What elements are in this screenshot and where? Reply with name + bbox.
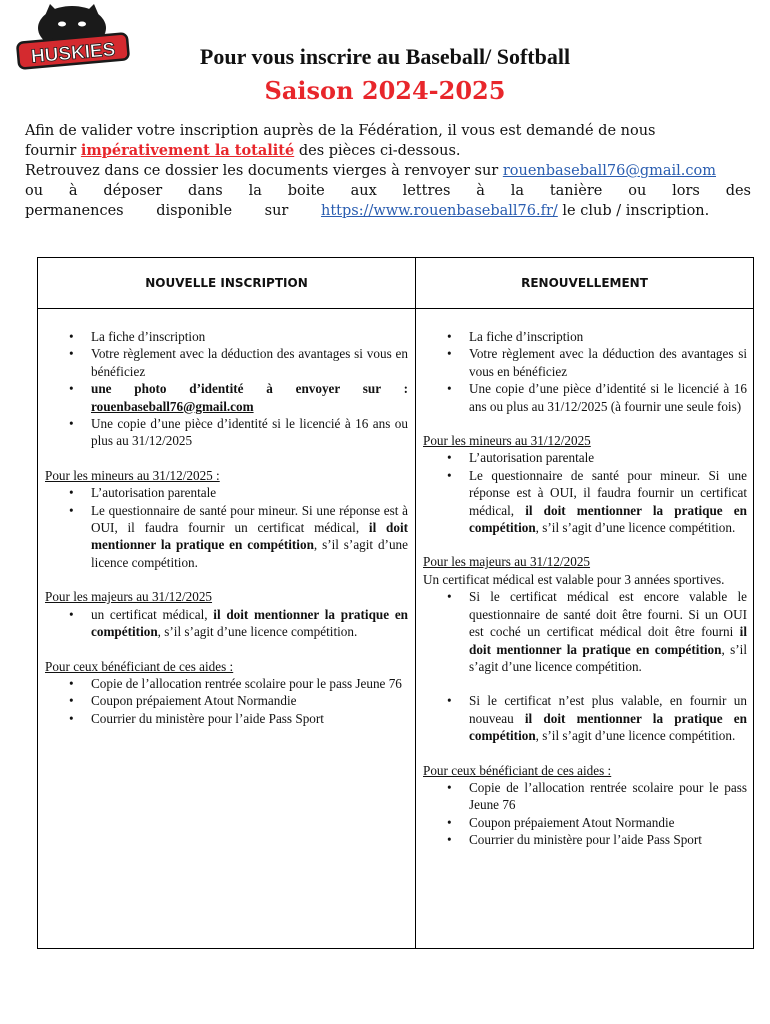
intro-line-4: ou à déposer dans la boite aux lettres à la tanière ou lors des — [25, 183, 751, 199]
renewal-column — [423, 328, 747, 849]
emphasis-text: impérativement la totalité — [80, 142, 295, 159]
intro-line-2: fournir impérativement la totalité des pièces ci-dessous. — [25, 142, 461, 159]
table-divider — [415, 258, 416, 948]
list-item: • L’autorisation parentale — [469, 449, 747, 466]
list-item: • Une copie d’une pièce d’identité si le licencié à 16 ans ou plus au 31/12/2025 — [91, 415, 408, 450]
list-item: • Si le certificat n’est plus valable, en fournir un nouveau il doit mentionner la pratique en compétition, s’il s’agit d’une licence compétition. — [469, 692, 747, 744]
list-item: • Votre règlement avec la déduction des avantages si vous en bénéficiez — [469, 345, 747, 380]
new-base-list — [45, 328, 408, 450]
table-header-line — [38, 308, 753, 309]
season-title: Saison 2024-2025 — [264, 76, 506, 105]
documents-table — [37, 257, 754, 949]
intro-line-3: Retrouvez dans ce dossier les documents vierges à renvoyer sur rouenbaseball76@gmail.com — [25, 163, 717, 179]
list-item: • Si le certificat médical est encore valable le questionnaire de santé doit être fourni. Si un OUI est coché un certificat médical doit être fourni il doit mentionner la pratique en compétition, s’il s’agit d’une licence compétition. — [469, 588, 747, 675]
huskies-logo — [14, 4, 132, 70]
list-item: • Courrier du ministère pour l’aide Pass Sport — [91, 710, 408, 727]
section-title-adults: Pour les majeurs au 31/12/2025 — [423, 554, 591, 570]
list-item: • Coupon prépaiement Atout Normandie — [469, 814, 747, 831]
section-title-aids: Pour ceux bénéficiant de ces aides : — [423, 762, 612, 778]
section-title-aids: Pour ceux bénéficiant de ces aides : — [45, 658, 234, 674]
list-item: • Le questionnaire de santé pour mineur. Si une réponse est à OUI, il faudra fournir un certificat médical, il doit mentionner la pratique en compétition, s’il s’agit d’une licence compétition. — [469, 467, 747, 537]
adults-note: Un certificat médical est valable pour 3 années sportives. — [423, 571, 725, 587]
list-item: • L’autorisation parentale — [91, 484, 408, 501]
header-renewal: RENOUVELLEMENT — [521, 276, 648, 290]
logo-dog-eye-left — [58, 22, 66, 27]
list-item: • La fiche d’inscription — [469, 328, 747, 345]
list-item: • un certificat médical, il doit mentionner la pratique en compétition, s’il s’agit d’une licence compétition. — [91, 606, 408, 641]
section-title-minors: Pour les mineurs au 31/12/2025 — [423, 433, 591, 449]
intro-paragraph — [25, 121, 751, 221]
list-item: • Copie de l’allocation rentrée scolaire pour le pass Jeune 76 — [469, 779, 747, 814]
email-link[interactable]: rouenbaseball76@gmail.com — [502, 163, 717, 179]
list-item: • Une copie d’une pièce d’identité si le licencié à 16 ans ou plus au 31/12/2025 (à fournir une seule fois) — [469, 380, 747, 415]
section-title-minors: Pour les mineurs au 31/12/2025 : — [45, 467, 220, 483]
list-item: • Coupon prépaiement Atout Normandie — [91, 692, 408, 709]
logo-dog-eye-right — [78, 22, 86, 27]
list-item: • Le questionnaire de santé pour mineur. Si une réponse est à OUI, il faudra fournir un certificat médical, il doit mentionner la pratique en compétition, s’il s’agit d’une licence compétition. — [91, 502, 408, 572]
intro-line-5: permanences disponible sur https://www.rouenbaseball76.fr/ le club / inscription. — [25, 203, 710, 219]
header-new-registration: NOUVELLE INSCRIPTION — [145, 276, 308, 290]
list-item: • Courrier du ministère pour l’aide Pass Sport — [469, 831, 747, 848]
renew-base-list — [423, 328, 747, 415]
list-item: • Votre règlement avec la déduction des avantages si vous en bénéficiez — [91, 345, 408, 380]
email-link[interactable]: rouenbaseball76@gmail.com — [91, 398, 254, 414]
intro-line-1: Afin de valider votre inscription auprès de la Fédération, il vous est demandé de nous — [25, 123, 656, 139]
list-item: • La fiche d’inscription — [91, 328, 408, 345]
section-title-adults: Pour les majeurs au 31/12/2025 — [45, 589, 213, 605]
website-link[interactable]: https://www.rouenbaseball76.fr/ — [320, 203, 558, 219]
logo-text: HUSKIES — [30, 39, 117, 68]
list-item: • une photo d’identité à envoyer sur : rouenbaseball76@gmail.com — [91, 380, 408, 415]
new-registration-column — [45, 328, 408, 727]
list-item: • Copie de l’allocation rentrée scolaire pour le pass Jeune 76 — [91, 675, 408, 692]
page-title: Pour vous inscrire au Baseball/ Softball — [199, 44, 571, 69]
